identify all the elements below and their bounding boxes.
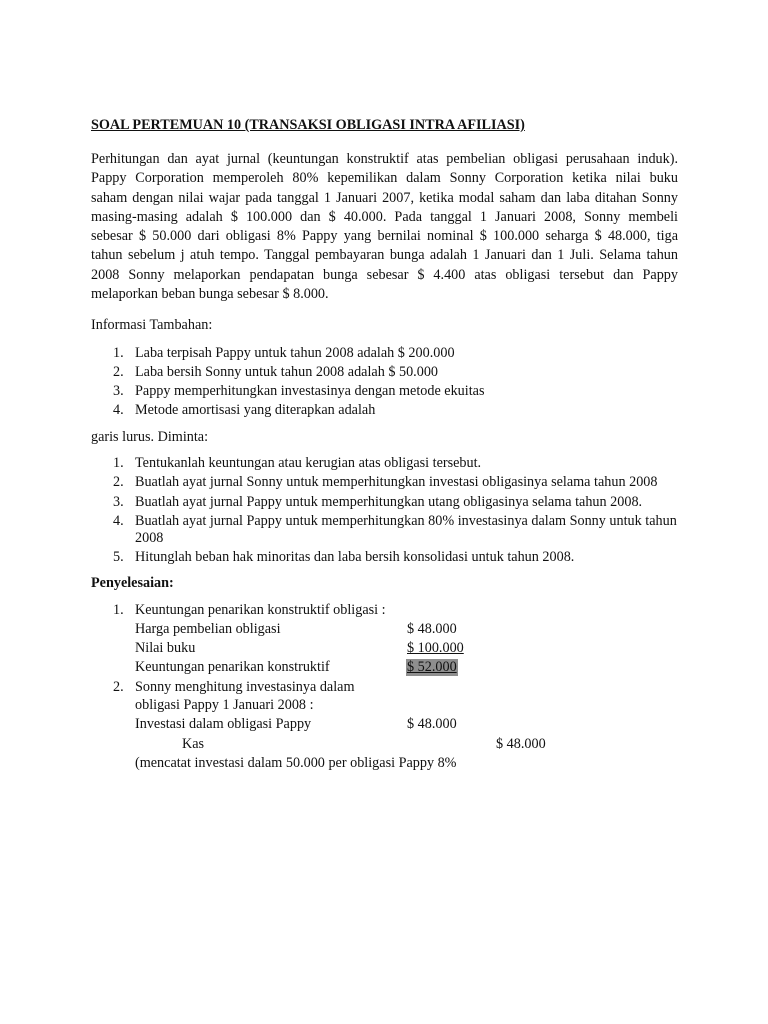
list-number: 3. [113,383,124,399]
ledger-total-value: $ 52.000 [407,659,457,675]
journal-credit-label: Kas [182,736,205,752]
list-text: Buatlah ayat jurnal Pappy untuk memperhitungkan 80% investasinya dalam Sonny untuk tahun 2008 [135,512,677,547]
journal-debit-label: Investasi dalam obligasi Pappy [135,716,312,732]
list-number: 3. [113,493,124,510]
list-text: Laba terpisah Pappy untuk tahun 2008 adalah $ 200.000 [135,345,455,361]
paragraph-line: 2008 Sonny melaporkan pendapatan bunga sebesar $ 4.400 atas obligasi tersebut dan Pappy [91,266,678,283]
list-text: Buatlah ayat jurnal Sonny untuk memperhitungkan investasi obligasinya selama tahun 2008 [135,474,658,491]
problem-paragraph [91,150,678,304]
task-list [91,455,680,567]
list-number: 4. [113,402,124,418]
document-title: SOAL PERTEMUAN 10 (TRANSAKSI OBLIGASI INTRA AFILIASI) [91,117,525,133]
solution-step-title: Sonny menghitung investasinya dalam [135,679,355,695]
list-item [91,344,484,363]
list-number: 1. [113,345,124,361]
solution-step-subtitle: obligasi Pappy 1 Januari 2008 : [135,697,314,713]
ledger-label: Nilai buku [135,640,196,656]
paragraph-line: melaporkan beban bunga sebesar $ 8.000. [91,286,329,303]
paragraph-line: masing-masing adalah $ 100.000 dan $ 40.000. Pada tanggal 1 Januari 2008, Sonny membeli [91,208,678,225]
list-item [91,382,484,401]
list-item [91,494,680,511]
solution-number: 2. [113,679,124,695]
list-number: 1. [113,455,124,471]
list-text: Pappy memperhitungkan investasinya dengan metode ekuitas [135,383,485,399]
list-number: 4. [113,512,124,529]
list-text: Laba bersih Sonny untuk tahun 2008 adalah $ 50.000 [135,364,439,380]
list-number: 5. [113,549,124,566]
solution-step-title: Keuntungan penarikan konstruktif obligasi : [135,602,386,618]
paragraph-line: Perhitungan dan ayat jurnal (keuntungan konstruktif atas pembelian obligasi perusahaan induk). [91,151,678,167]
ledger-value: $ 48.000 [407,621,457,637]
solution-heading: Penyelesaian: [91,575,174,591]
ledger-label: Harga pembelian obligasi [135,621,281,637]
ledger-label: Keuntungan penarikan konstruktif [135,659,330,675]
paragraph-line: tahun sebelum j atuh tempo. Tanggal pembayaran bunga adalah 1 Januari dan 1 Juli. Selama tahun [91,247,678,264]
journal-note: (mencatat investasi dalam 50.000 per obligasi Pappy 8% [135,755,457,771]
list-item [91,401,484,420]
list-text: Hitunglah beban hak minoritas dan laba bersih konsolidasi untuk tahun 2008. [135,549,575,566]
list-text: Buatlah ayat jurnal Pappy untuk memperhitungkan utang obligasinya selama tahun 2008. [135,493,643,510]
list-text: Metode amortisasi yang diterapkan adalah [135,402,376,418]
paragraph-line: Pappy Corporation memperoleh 80% kepemilikan dalam Sonny Corporation ketika nilai buku [91,170,678,187]
list-item [91,549,680,566]
journal-debit-value: $ 48.000 [407,716,457,732]
info-list [91,344,484,420]
solution-number: 1. [113,602,124,618]
continuation-text: garis lurus. Diminta: [91,429,209,445]
paragraph-line: saham dengan nilai wajar pada tanggal 1 Januari 2007, ketika modal saham dan laba ditahan Sonny [91,189,678,206]
journal-credit-value: $ 48.000 [496,736,546,752]
list-item [91,455,680,472]
list-text: Tentukanlah keuntungan atau kerugian atas obligasi tersebut. [135,455,482,471]
list-number: 2. [113,474,124,491]
list-number: 2. [113,364,124,380]
info-heading: Informasi Tambahan: [91,317,213,333]
list-item [91,363,484,382]
paragraph-line: sebesar $ 50.000 dari obligasi 8% Pappy yang bernilai nominal $ 100.000 seharga $ 48.000, tiga [91,228,678,245]
list-item [91,513,680,548]
ledger-value: $ 100.000 [407,640,464,656]
list-item [91,474,680,491]
